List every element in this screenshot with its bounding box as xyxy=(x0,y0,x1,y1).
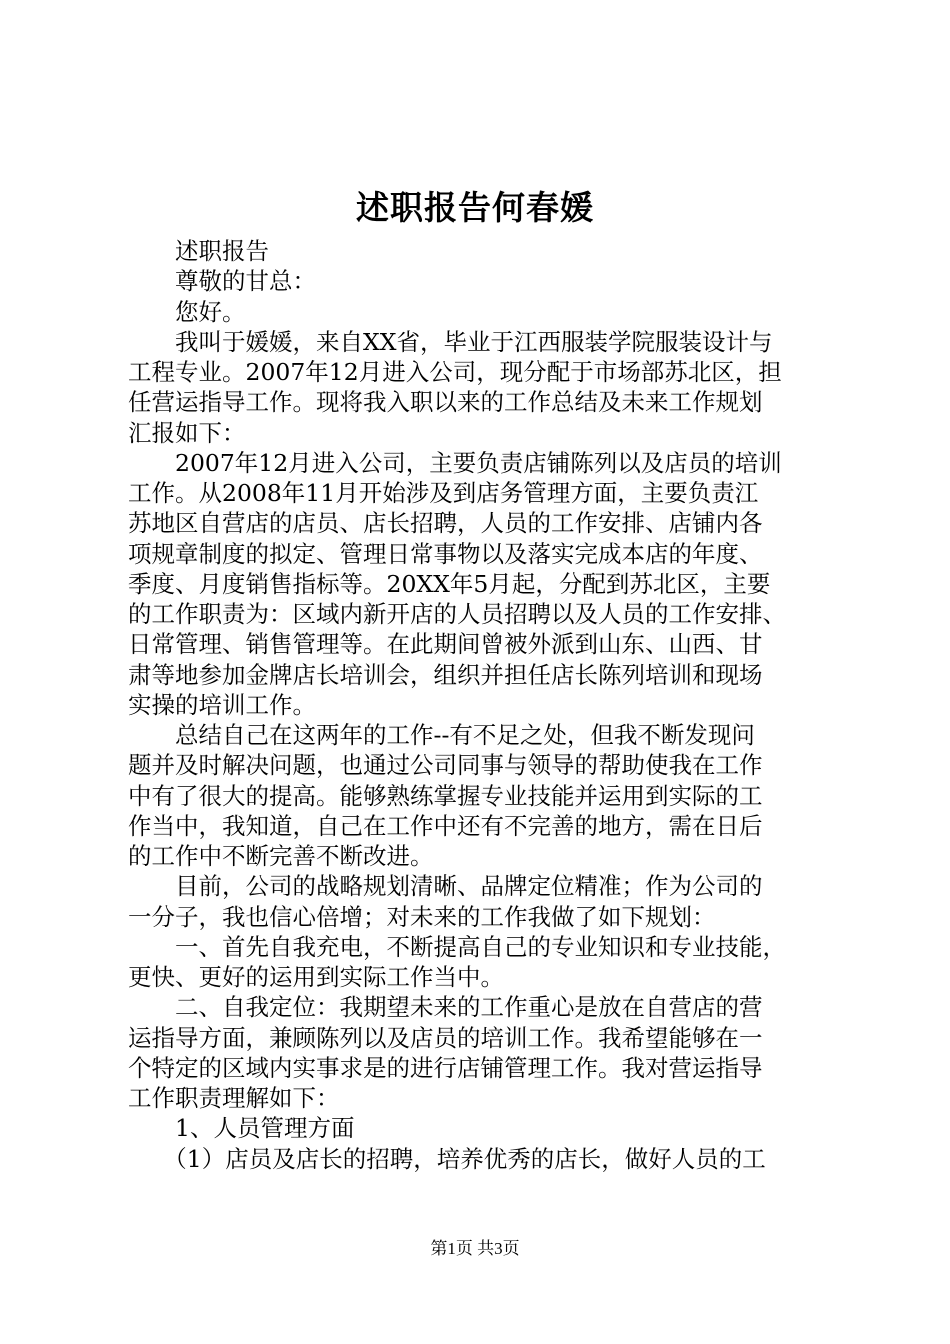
text-line: 二、自我定位：我期望未来的工作重心是放在自营店的营 xyxy=(128,993,763,1022)
text-line: 述职报告 xyxy=(128,237,269,265)
text-line: 您好。 xyxy=(128,297,246,326)
text-line: 题并及时解决问题，也通过公司同事与领导的帮助使我在工作 xyxy=(128,751,763,780)
text-line: 中有了很大的提高。能够熟练掌握专业技能并运用到实际的工 xyxy=(128,781,763,810)
text-line: 任营运指导工作。现将我入职以来的工作总结及未来工作规划 xyxy=(128,388,763,417)
text-line: 尊敬的甘总： xyxy=(128,267,316,296)
text-line: （1）店员及店长的招聘，培养优秀的店长，做好人员的工 xyxy=(128,1144,766,1173)
text-line: 工作。从2008年11月开始涉及到店务管理方面，主要负责江 xyxy=(128,479,759,507)
page-footer: 第1页 共3页 xyxy=(430,1239,520,1258)
text-line: 项规章制度的拟定、管理日常事物以及落实完成本店的年度、 xyxy=(128,539,763,568)
text-line: 一分子，我也信心倍增；对未来的工作我做了如下规划： xyxy=(128,902,716,931)
text-line: 总结自己在这两年的工作--有不足之处，但我不断发现问 xyxy=(128,721,755,749)
text-line: 作当中，我知道，自己在工作中还有不完善的地方，需在日后 xyxy=(128,811,763,840)
text-line: 汇报如下： xyxy=(128,418,246,447)
text-line: 工程专业。2007年12月进入公司，现分配于市场部苏北区，担 xyxy=(128,358,782,386)
text-line: 日常管理、销售管理等。在此期间曾被外派到山东、山西、甘 xyxy=(128,630,763,659)
page-title: 述职报告何春媛 xyxy=(356,188,594,227)
text-line: 苏地区自营店的店员、店长招聘，人员的工作安排、店铺内各 xyxy=(128,509,763,538)
text-line: 1、人员管理方面 xyxy=(128,1114,355,1143)
text-line: 更快、更好的运用到实际工作当中。 xyxy=(128,963,504,991)
text-line: 实操的培训工作。 xyxy=(128,690,316,719)
text-line: 个特定的区域内实事求是的进行店铺管理工作。我对营运指导 xyxy=(128,1053,763,1082)
text-line: 肃等地参加金牌店长培训会，组织并担任店长陈列培训和现场 xyxy=(128,660,763,689)
text-line: 季度、月度销售指标等。20XX年5月起，分配到苏北区，主要 xyxy=(128,569,771,598)
text-line: 的工作中不断完善不断改进。 xyxy=(128,842,434,870)
text-line: 一、首先自我充电，不断提高自己的专业知识和专业技能， xyxy=(128,932,786,961)
text-line: 目前，公司的战略规划清晰、品牌定位精准；作为公司的 xyxy=(128,872,763,901)
text-line: 的工作职责为：区域内新开店的人员招聘以及人员的工作安排、 xyxy=(128,600,786,628)
text-line: 我叫于媛媛，来自XX省，毕业于江西服装学院服装设计与 xyxy=(128,327,773,356)
text-line: 运指导方面，兼顾陈列以及店员的培训工作。我希望能够在一 xyxy=(128,1023,763,1052)
text-line: 2007年12月进入公司，主要负责店铺陈列以及店员的培训 xyxy=(128,448,782,477)
document-body xyxy=(128,236,833,1174)
text-line: 工作职责理解如下： xyxy=(128,1084,340,1112)
